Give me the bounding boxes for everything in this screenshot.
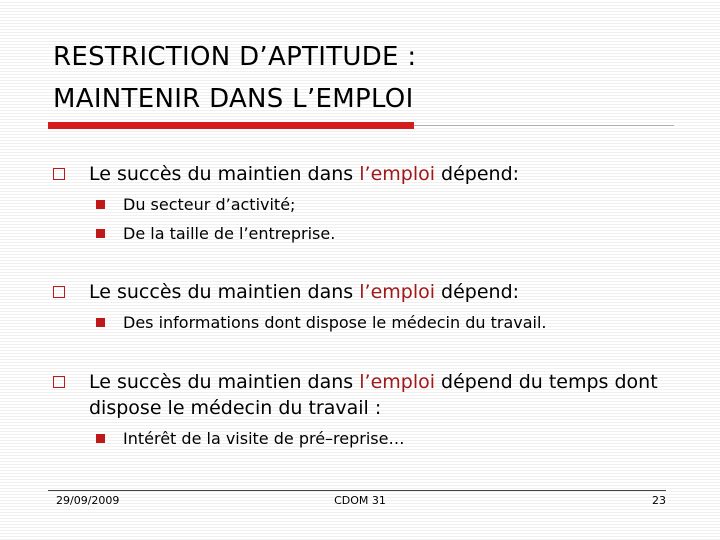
bullet-text [89,279,679,305]
bullet-text-highlight: l’emploi [359,371,436,393]
sub-bullet-text: Du secteur d’activité; [123,195,296,214]
footer-divider [48,490,666,491]
sub-bullet-text: Des informations dont dispose le médecin du travail. [123,313,547,332]
hollow-square-bullet-icon [53,286,65,298]
hollow-square-bullet-icon [53,376,65,388]
bullet-text [89,161,679,187]
filled-square-bullet-icon [96,229,105,238]
footer-page-number: 23 [652,494,666,507]
title-line-1: RESTRICTION D’APTITUDE : [53,42,417,72]
footer-center-label: CDOM 31 [334,494,386,507]
bullet-text-prefix: Le succès du maintien dans [89,371,360,393]
bullet-text-prefix: Le succès du maintien dans [89,281,360,303]
filled-square-bullet-icon [96,200,105,209]
bullet-text-highlight: l’emploi [359,281,436,303]
title-line-2: MAINTENIR DANS L’EMPLOI [53,84,414,114]
bullet-text-highlight: l’emploi [359,163,436,185]
filled-square-bullet-icon [96,318,105,327]
sub-bullet-text: Intérêt de la visite de pré–reprise… [123,429,405,448]
sub-bullet-text: De la taille de l’entreprise. [123,224,336,243]
bullet-text-suffix: dépend: [435,281,520,303]
filled-square-bullet-icon [96,434,105,443]
bullet-text-prefix: Le succès du maintien dans [89,163,360,185]
hollow-square-bullet-icon [53,168,65,180]
footer-date: 29/09/2009 [56,494,120,507]
bullet-text-suffix: dépend du temps dont dispose le médecin du travail : [89,371,658,419]
bullet-text-suffix: dépend: [435,163,520,185]
bullet-text [89,369,679,421]
